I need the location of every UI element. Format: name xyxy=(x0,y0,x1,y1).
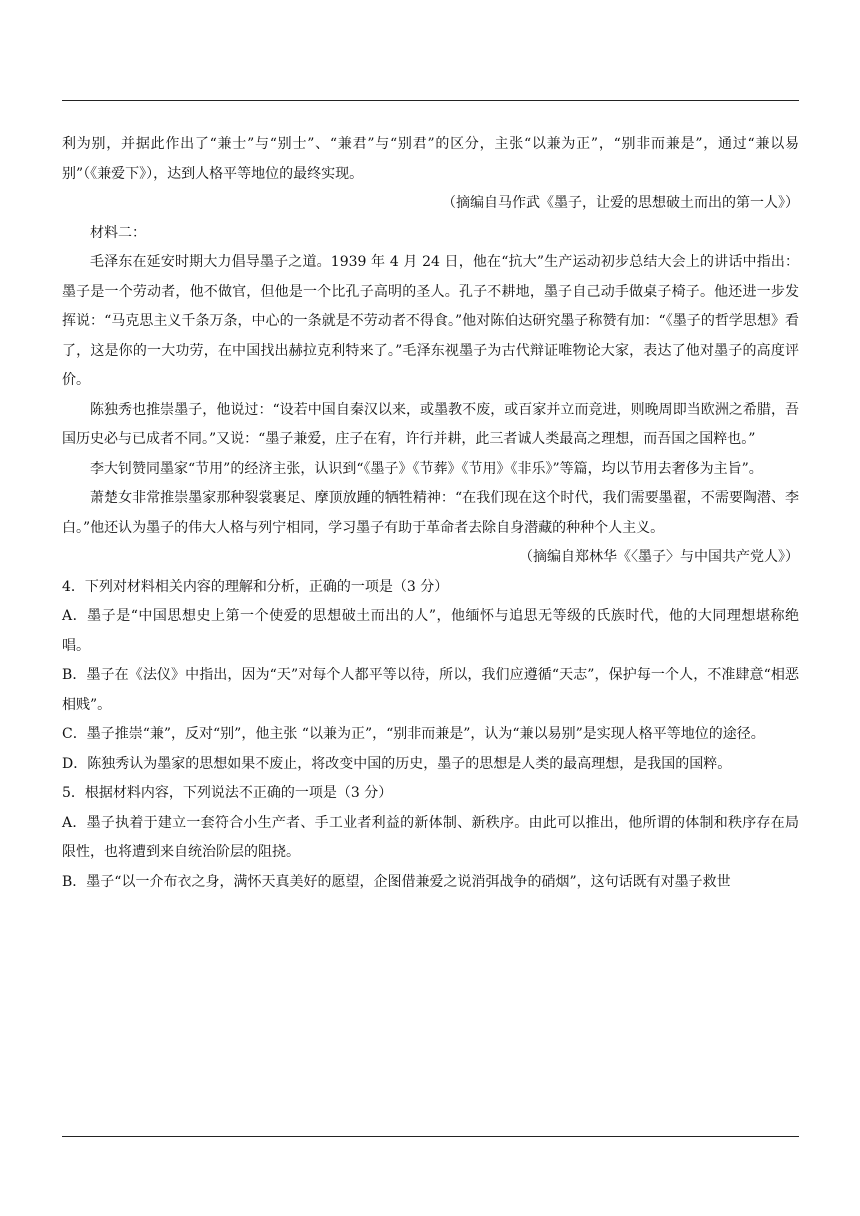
paragraph: 萧楚女非常推崇墨家那种裂裳裹足、摩顶放踵的牺牲精神：“在我们现在这个时代，我们需要墨翟，不需要陶潜、李白。”他还认为墨子的伟大人格与列宁相同，学习墨子有助于革命者去除自身潜藏的种种个人主义。 xyxy=(62,490,799,536)
source-citation: （摘编自马作武《墨子，让爱的思想破土而出的第一人》） xyxy=(442,195,799,211)
paragraph: 李大钊赞同墨家“节用”的经济主张，认识到“《墨子》《节葬》《节用》《非乐》”等篇，均以节用去奢侈为主旨”。 xyxy=(90,460,763,477)
paragraph: 毛泽东在延安时期大力倡导墨子之道。1939 年 4 月 24 日，他在“抗大”生产运动初步总结大会上的讲话中指出：墨子是一个劳动者，他不做官，但他是一个比孔子高明的圣人。孔子不耕地，墨子自己动手做桌子椅子。他还进一步发挥说：“马克思主义千条万条，中心的一条就是不劳动者不得食。”他对陈伯达研究墨子称赞有加：“《墨子的哲学思想》看了，这是你的一大功劳，在中国找出赫拉克利特来了。”毛泽东视墨子为古代辩证唯物论大家，表达了他对墨子的高度评价。 xyxy=(62,254,799,388)
source-citation: （摘编自郑林华《〈墨子〉与中国共产党人》） xyxy=(519,549,799,565)
document-body xyxy=(62,130,799,897)
paragraph: 利为别，并据此作出了“兼士”与“别士”、“兼君”与“别君”的区分，主张“以兼为正”，“别非而兼是”，通过“兼以易别”（《兼爱下》），达到人格平等地位的最终实现。 xyxy=(62,136,799,182)
question-stem: 4．下列对材料相关内容的理解和分析，正确的一项是（3 分） xyxy=(62,578,449,595)
section-heading: 材料二： xyxy=(90,224,146,241)
answer-option-a: A．墨子是“中国思想史上第一个使爱的思想破土而出的人”，他缅怀与追思无等级的氏族时代，他的大同理想堪称绝唱。 xyxy=(62,608,799,654)
answer-option-c: C．墨子推崇“兼”，反对“别”，他主张 “以兼为正”，“别非而兼是”，认为“兼以易别”是实现人格平等地位的途径。 xyxy=(62,726,765,742)
answer-option-b: B．墨子“以一介布衣之身，满怀天真美好的愿望，企图借兼爱之说消弭战争的硝烟”，这句话既有对墨子救世 xyxy=(62,873,731,890)
paragraph: 陈独秀也推崇墨子，他说过：“设若中国自秦汉以来，或墨教不废，或百家并立而竞进，则晚周即当欧洲之希腊，吾国历史必与已成者不同。”又说：“墨子兼爱，庄子在宥，许行并耕，此三者诚人类最高之理想，而吾国之国粹也。” xyxy=(62,401,799,447)
answer-option-b: B．墨子在《法仪》中指出，因为“天”对每个人都平等以待，所以，我们应遵循“天志”，保护每一个人，不准肆意“相恶相贱”。 xyxy=(62,667,799,713)
question-stem: 5．根据材料内容，下列说法不正确的一项是（3 分） xyxy=(62,785,393,801)
answer-option-a: A．墨子执着于建立一套符合小生产者、手工业者利益的新体制、新秩序。由此可以推出，他所谓的体制和秩序存在局限性，也将遭到来自统治阶层的阻挠。 xyxy=(62,814,799,860)
answer-option-d: D．陈独秀认为墨家的思想如果不废止，将改变中国的历史，墨子的思想是人类的最高理想，是我国的国粹。 xyxy=(62,755,732,772)
footer-rule xyxy=(62,1136,799,1137)
header-rule xyxy=(62,100,799,101)
